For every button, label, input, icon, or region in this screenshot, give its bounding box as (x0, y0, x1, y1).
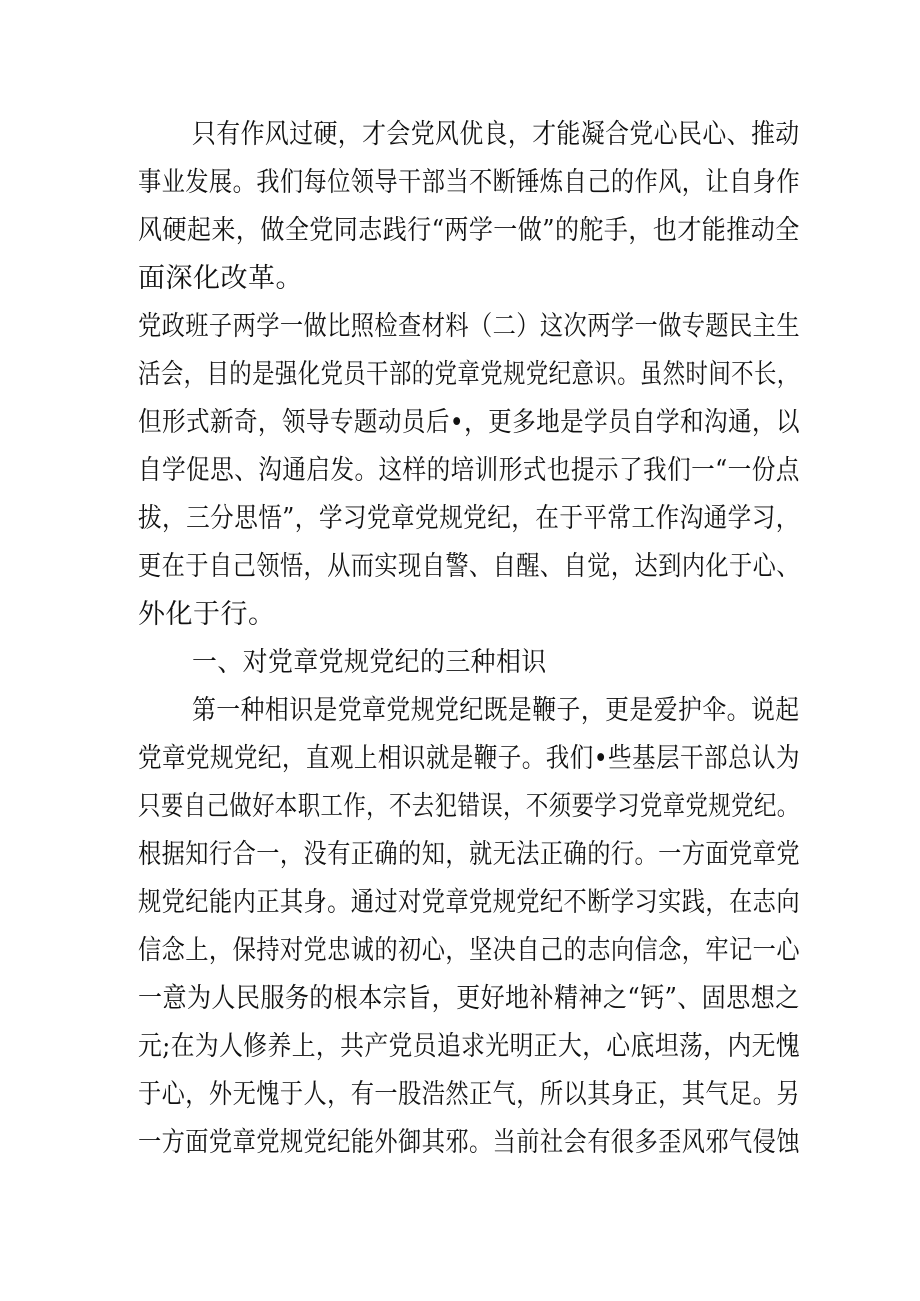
text-line: 一方面党章党规党纪能外御其邪。当前社会有很多歪风邪气侵蚀 (138, 1127, 800, 1158)
text-line: 更在于自己领悟，从而实现自警、自醒、自觉，达到内化于心、 (138, 551, 800, 582)
text-line: 元;在为人修养上，共产党员追求光明正大，心底坦荡，内无愧 (138, 1031, 801, 1062)
text-line: 只有作风过硬，才会党风优良，才能凝合党心民心、推动 (192, 119, 800, 150)
text-line: 但形式新奇，领导专题动员后•，更多地是学员自学和沟通，以 (138, 407, 800, 438)
text-line: 风硬起来，做全党同志践行“两学一做”的舵手，也才能推动全 (138, 215, 800, 246)
text-line: 党章党规党纪，直观上相识就是鞭子。我们•些基层干部总认为 (138, 743, 800, 774)
text-line: 外化于行。 (138, 599, 276, 630)
text-line: 只要自己做好本职工作，不去犯错误，不须要学习党章党规党纪。 (138, 791, 800, 822)
text-line: 党政班子两学一做比照检查材料（二）这次两学一做专题民主生 (138, 311, 800, 342)
text-line: 拔，三分思悟”，学习党章党规党纪，在于平常工作沟通学习， (138, 503, 800, 534)
text-line: 活会，目的是强化党员干部的党章党规党纪意识。虽然时间不长， (138, 359, 800, 390)
text-line: 一意为人民服务的根本宗旨，更好地补精神之“钙”、固思想之 (138, 983, 800, 1014)
text-line: 规党纪能内正其身。通过对党章党规党纪不断学习实践，在志向 (138, 887, 800, 918)
text-line: 自学促思、沟通启发。这样的培训形式也提示了我们一“一份点 (138, 455, 800, 486)
section-heading: 一、对党章党规党纪的三种相识 (192, 647, 547, 678)
text-line: 根据知行合一，没有正确的知，就无法正确的行。一方面党章党 (138, 839, 800, 870)
text-line: 于心，外无愧于人，有一股浩然正气，所以其身正，其气足。另 (138, 1079, 800, 1110)
text-line: 信念上，保持对党忠诚的初心，坚决自己的志向信念，牢记一心 (138, 935, 800, 966)
text-line: 面深化改革。 (138, 263, 303, 294)
text-line: 第一种相识是党章党规党纪既是鞭子，更是爱护伞。说起 (192, 695, 800, 726)
text-line: 事业发展。我们每位领导干部当不断锤炼自己的作风，让自身作 (138, 167, 800, 198)
